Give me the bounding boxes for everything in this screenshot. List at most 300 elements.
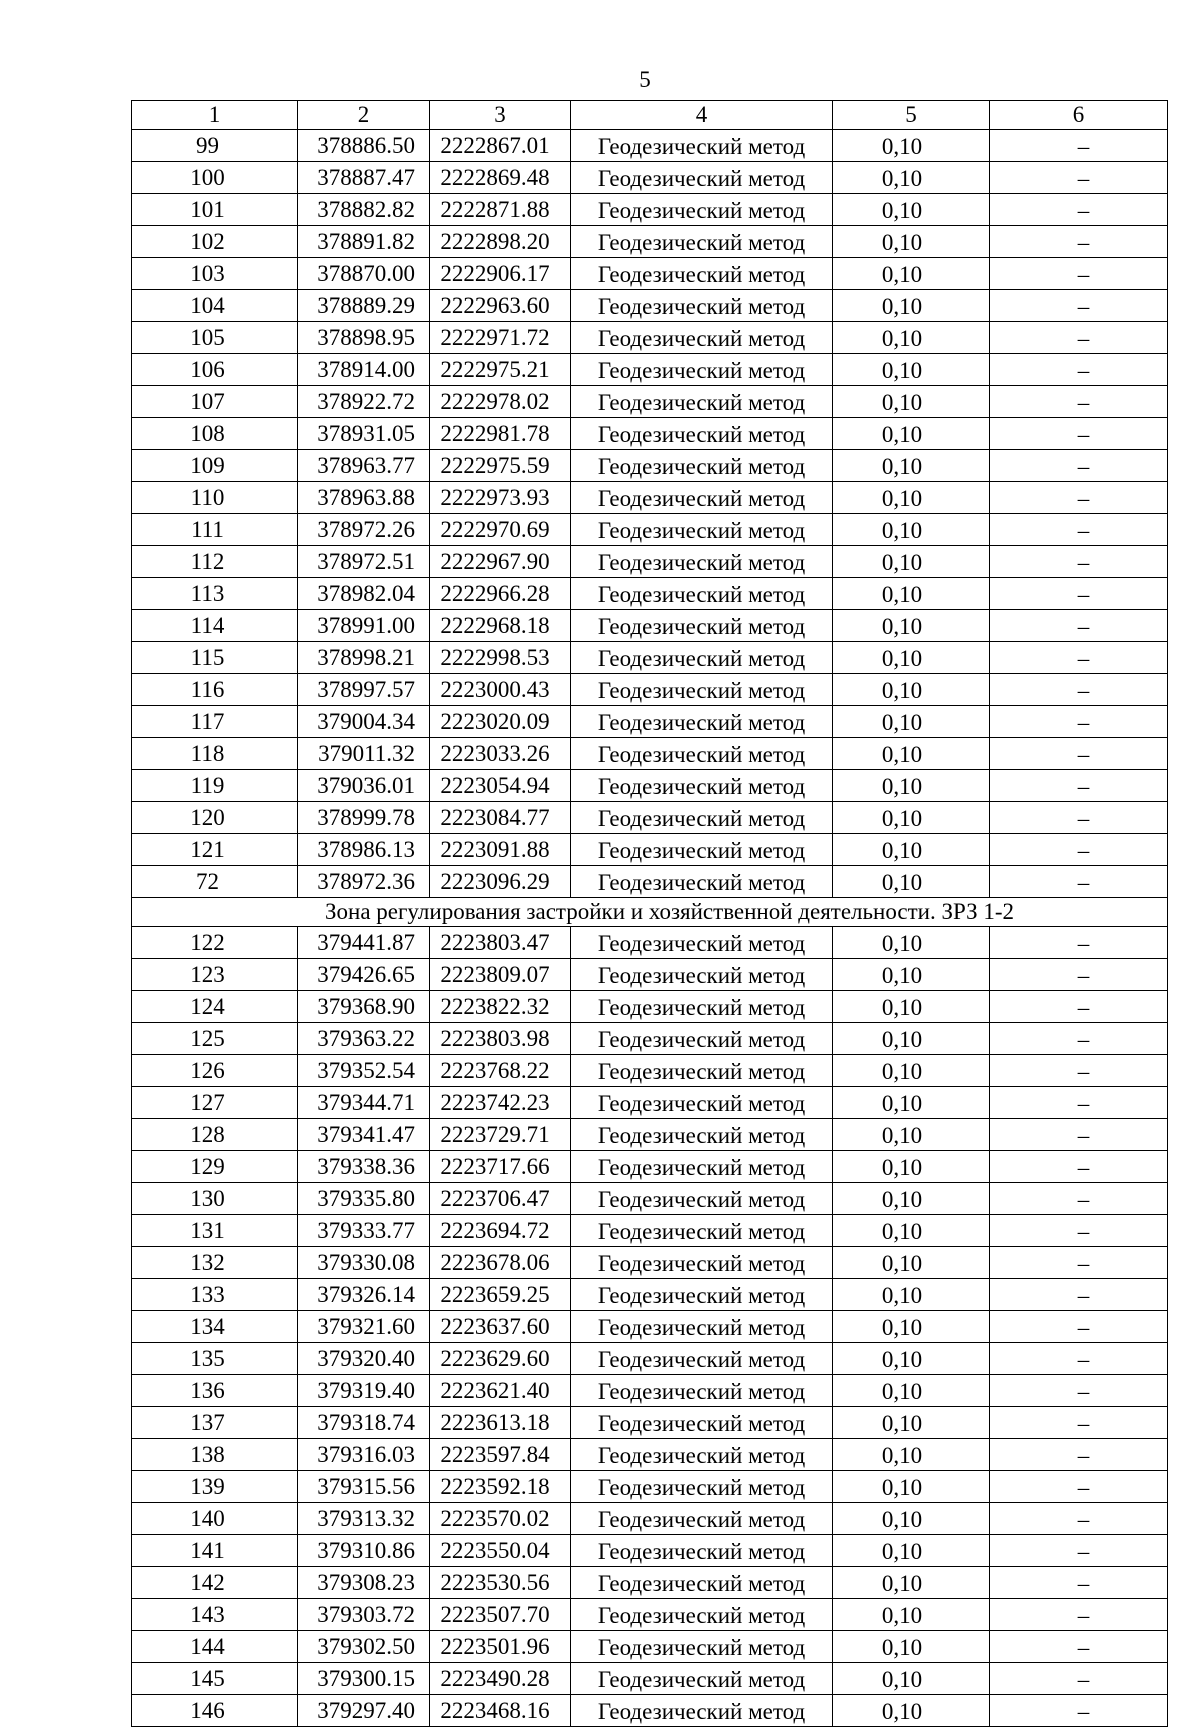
point-number-cell: 117 xyxy=(132,706,298,738)
note-cell: – xyxy=(990,1567,1168,1599)
y-coordinate-cell: 2222869.48 xyxy=(430,162,571,194)
point-number-cell: 139 xyxy=(132,1471,298,1503)
y-coordinate-cell: 2223054.94 xyxy=(430,770,571,802)
x-coordinate-cell: 379338.36 xyxy=(298,1151,430,1183)
point-number-cell: 131 xyxy=(132,1215,298,1247)
y-coordinate-cell: 2223597.84 xyxy=(430,1439,571,1471)
y-coordinate-cell: 2223033.26 xyxy=(430,738,571,770)
point-number-cell: 127 xyxy=(132,1087,298,1119)
y-coordinate-cell: 2223096.29 xyxy=(430,866,571,898)
determination-method-cell: Геодезический метод xyxy=(571,258,833,290)
table-row xyxy=(132,738,1168,770)
column-number-5: 5 xyxy=(833,101,990,130)
y-coordinate-cell: 2223550.04 xyxy=(430,1535,571,1567)
y-coordinate-cell: 2222906.17 xyxy=(430,258,571,290)
accuracy-value-cell: 0,10 xyxy=(833,322,990,354)
determination-method-cell: Геодезический метод xyxy=(571,514,833,546)
determination-method-cell: Геодезический метод xyxy=(571,1151,833,1183)
table-row xyxy=(132,1183,1168,1215)
y-coordinate-cell: 2222973.93 xyxy=(430,482,571,514)
x-coordinate-cell: 379302.50 xyxy=(298,1631,430,1663)
determination-method-cell: Геодезический метод xyxy=(571,1279,833,1311)
table-row xyxy=(132,1407,1168,1439)
point-number-cell: 72 xyxy=(132,866,298,898)
determination-method-cell: Геодезический метод xyxy=(571,927,833,959)
x-coordinate-cell: 379313.32 xyxy=(298,1503,430,1535)
accuracy-value-cell: 0,10 xyxy=(833,1663,990,1695)
table-row xyxy=(132,1439,1168,1471)
y-coordinate-cell: 2222871.88 xyxy=(430,194,571,226)
point-number-cell: 102 xyxy=(132,226,298,258)
determination-method-cell: Геодезический метод xyxy=(571,1023,833,1055)
point-number-cell: 133 xyxy=(132,1279,298,1311)
accuracy-value-cell: 0,10 xyxy=(833,450,990,482)
table-row xyxy=(132,1663,1168,1695)
x-coordinate-cell: 378991.00 xyxy=(298,610,430,642)
point-number-cell: 134 xyxy=(132,1311,298,1343)
determination-method-cell: Геодезический метод xyxy=(571,546,833,578)
point-number-cell: 142 xyxy=(132,1567,298,1599)
determination-method-cell: Геодезический метод xyxy=(571,674,833,706)
accuracy-value-cell: 0,10 xyxy=(833,770,990,802)
accuracy-value-cell: 0,10 xyxy=(833,514,990,546)
point-number-cell: 128 xyxy=(132,1119,298,1151)
note-cell: – xyxy=(990,1471,1168,1503)
x-coordinate-cell: 379310.86 xyxy=(298,1535,430,1567)
note-cell: – xyxy=(990,1663,1168,1695)
y-coordinate-cell: 2223468.16 xyxy=(430,1695,571,1727)
determination-method-cell: Геодезический метод xyxy=(571,194,833,226)
accuracy-value-cell: 0,10 xyxy=(833,802,990,834)
accuracy-value-cell: 0,10 xyxy=(833,959,990,991)
accuracy-value-cell: 0,10 xyxy=(833,706,990,738)
accuracy-value-cell: 0,10 xyxy=(833,1215,990,1247)
point-number-cell: 104 xyxy=(132,290,298,322)
x-coordinate-cell: 379352.54 xyxy=(298,1055,430,1087)
point-number-cell: 112 xyxy=(132,546,298,578)
note-cell: – xyxy=(990,290,1168,322)
table-row xyxy=(132,354,1168,386)
y-coordinate-cell: 2223803.98 xyxy=(430,1023,571,1055)
accuracy-value-cell: 0,10 xyxy=(833,834,990,866)
point-number-cell: 145 xyxy=(132,1663,298,1695)
y-coordinate-cell: 2223570.02 xyxy=(430,1503,571,1535)
y-coordinate-cell: 2222975.21 xyxy=(430,354,571,386)
determination-method-cell: Геодезический метод xyxy=(571,1471,833,1503)
note-cell: – xyxy=(990,322,1168,354)
y-coordinate-cell: 2222898.20 xyxy=(430,226,571,258)
y-coordinate-cell: 2222968.18 xyxy=(430,610,571,642)
point-number-cell: 109 xyxy=(132,450,298,482)
table-row xyxy=(132,770,1168,802)
note-cell: – xyxy=(990,1311,1168,1343)
determination-method-cell: Геодезический метод xyxy=(571,610,833,642)
note-cell: – xyxy=(990,578,1168,610)
y-coordinate-cell: 2223091.88 xyxy=(430,834,571,866)
y-coordinate-cell: 2223613.18 xyxy=(430,1407,571,1439)
determination-method-cell: Геодезический метод xyxy=(571,386,833,418)
note-cell: – xyxy=(990,1343,1168,1375)
determination-method-cell: Геодезический метод xyxy=(571,1503,833,1535)
coordinates-table xyxy=(131,100,1168,1727)
table-row xyxy=(132,1311,1168,1343)
determination-method-cell: Геодезический метод xyxy=(571,834,833,866)
point-number-cell: 106 xyxy=(132,354,298,386)
determination-method-cell: Геодезический метод xyxy=(571,290,833,322)
note-cell: – xyxy=(990,546,1168,578)
note-cell: – xyxy=(990,482,1168,514)
x-coordinate-cell: 378972.26 xyxy=(298,514,430,546)
x-coordinate-cell: 378887.47 xyxy=(298,162,430,194)
y-coordinate-cell: 2222981.78 xyxy=(430,418,571,450)
point-number-cell: 141 xyxy=(132,1535,298,1567)
determination-method-cell: Геодезический метод xyxy=(571,482,833,514)
table-row xyxy=(132,802,1168,834)
x-coordinate-cell: 378882.82 xyxy=(298,194,430,226)
x-coordinate-cell: 378997.57 xyxy=(298,674,430,706)
note-cell: – xyxy=(990,1375,1168,1407)
table-row xyxy=(132,1599,1168,1631)
coordinates-table-body xyxy=(132,101,1168,1727)
note-cell: – xyxy=(990,1087,1168,1119)
table-row xyxy=(132,226,1168,258)
determination-method-cell: Геодезический метод xyxy=(571,418,833,450)
table-row xyxy=(132,991,1168,1023)
determination-method-cell: Геодезический метод xyxy=(571,1631,833,1663)
x-coordinate-cell: 379321.60 xyxy=(298,1311,430,1343)
note-cell: – xyxy=(990,1151,1168,1183)
x-coordinate-cell: 379368.90 xyxy=(298,991,430,1023)
y-coordinate-cell: 2223507.70 xyxy=(430,1599,571,1631)
table-row xyxy=(132,386,1168,418)
x-coordinate-cell: 379308.23 xyxy=(298,1567,430,1599)
accuracy-value-cell: 0,10 xyxy=(833,1695,990,1727)
y-coordinate-cell: 2222971.72 xyxy=(430,322,571,354)
table-row xyxy=(132,194,1168,226)
x-coordinate-cell: 378889.29 xyxy=(298,290,430,322)
x-coordinate-cell: 378870.00 xyxy=(298,258,430,290)
note-cell: – xyxy=(990,1631,1168,1663)
accuracy-value-cell: 0,10 xyxy=(833,1183,990,1215)
y-coordinate-cell: 2222970.69 xyxy=(430,514,571,546)
determination-method-cell: Геодезический метод xyxy=(571,1599,833,1631)
note-cell: – xyxy=(990,959,1168,991)
table-row xyxy=(132,546,1168,578)
table-row xyxy=(132,1375,1168,1407)
x-coordinate-cell: 379330.08 xyxy=(298,1247,430,1279)
x-coordinate-cell: 379341.47 xyxy=(298,1119,430,1151)
point-number-cell: 100 xyxy=(132,162,298,194)
y-coordinate-cell: 2222998.53 xyxy=(430,642,571,674)
y-coordinate-cell: 2223768.22 xyxy=(430,1055,571,1087)
table-row xyxy=(132,866,1168,898)
note-cell: – xyxy=(990,866,1168,898)
point-number-cell: 114 xyxy=(132,610,298,642)
y-coordinate-cell: 2223501.96 xyxy=(430,1631,571,1663)
accuracy-value-cell: 0,10 xyxy=(833,927,990,959)
accuracy-value-cell: 0,10 xyxy=(833,1119,990,1151)
y-coordinate-cell: 2223717.66 xyxy=(430,1151,571,1183)
accuracy-value-cell: 0,10 xyxy=(833,1151,990,1183)
accuracy-value-cell: 0,10 xyxy=(833,642,990,674)
note-cell: – xyxy=(990,1599,1168,1631)
accuracy-value-cell: 0,10 xyxy=(833,866,990,898)
point-number-cell: 110 xyxy=(132,482,298,514)
accuracy-value-cell: 0,10 xyxy=(833,1407,990,1439)
accuracy-value-cell: 0,10 xyxy=(833,1535,990,1567)
determination-method-cell: Геодезический метод xyxy=(571,738,833,770)
determination-method-cell: Геодезический метод xyxy=(571,1567,833,1599)
point-number-cell: 111 xyxy=(132,514,298,546)
table-row xyxy=(132,674,1168,706)
y-coordinate-cell: 2223490.28 xyxy=(430,1663,571,1695)
point-number-cell: 140 xyxy=(132,1503,298,1535)
note-cell: – xyxy=(990,802,1168,834)
point-number-cell: 125 xyxy=(132,1023,298,1055)
note-cell: – xyxy=(990,991,1168,1023)
x-coordinate-cell: 378914.00 xyxy=(298,354,430,386)
x-coordinate-cell: 379335.80 xyxy=(298,1183,430,1215)
point-number-cell: 137 xyxy=(132,1407,298,1439)
note-cell: – xyxy=(990,770,1168,802)
table-row xyxy=(132,959,1168,991)
point-number-cell: 101 xyxy=(132,194,298,226)
point-number-cell: 138 xyxy=(132,1439,298,1471)
column-number-4: 4 xyxy=(571,101,833,130)
note-cell: – xyxy=(990,162,1168,194)
x-coordinate-cell: 379303.72 xyxy=(298,1599,430,1631)
determination-method-cell: Геодезический метод xyxy=(571,1695,833,1727)
note-cell: – xyxy=(990,1439,1168,1471)
y-coordinate-cell: 2222963.60 xyxy=(430,290,571,322)
x-coordinate-cell: 379363.22 xyxy=(298,1023,430,1055)
y-coordinate-cell: 2223742.23 xyxy=(430,1087,571,1119)
y-coordinate-cell: 2223809.07 xyxy=(430,959,571,991)
note-cell: – xyxy=(990,1119,1168,1151)
table-row xyxy=(132,642,1168,674)
x-coordinate-cell: 378999.78 xyxy=(298,802,430,834)
point-number-cell: 144 xyxy=(132,1631,298,1663)
accuracy-value-cell: 0,10 xyxy=(833,258,990,290)
table-row xyxy=(132,1215,1168,1247)
note-cell: – xyxy=(990,1247,1168,1279)
x-coordinate-cell: 379320.40 xyxy=(298,1343,430,1375)
table-row xyxy=(132,1279,1168,1311)
table-row xyxy=(132,706,1168,738)
table-row xyxy=(132,1087,1168,1119)
determination-method-cell: Геодезический метод xyxy=(571,642,833,674)
determination-method-cell: Геодезический метод xyxy=(571,226,833,258)
accuracy-value-cell: 0,10 xyxy=(833,386,990,418)
determination-method-cell: Геодезический метод xyxy=(571,802,833,834)
x-coordinate-cell: 379004.34 xyxy=(298,706,430,738)
x-coordinate-cell: 379300.15 xyxy=(298,1663,430,1695)
note-cell: – xyxy=(990,706,1168,738)
determination-method-cell: Геодезический метод xyxy=(571,991,833,1023)
note-cell: – xyxy=(990,1055,1168,1087)
point-number-cell: 115 xyxy=(132,642,298,674)
note-cell: – xyxy=(990,194,1168,226)
x-coordinate-cell: 379315.56 xyxy=(298,1471,430,1503)
y-coordinate-cell: 2223678.06 xyxy=(430,1247,571,1279)
note-cell: – xyxy=(990,1023,1168,1055)
determination-method-cell: Геодезический метод xyxy=(571,770,833,802)
determination-method-cell: Геодезический метод xyxy=(571,130,833,162)
point-number-cell: 123 xyxy=(132,959,298,991)
section-title: Зона регулирования застройки и хозяйственной деятельности. ЗРЗ 1-2 xyxy=(132,898,1168,927)
column-number-6: 6 xyxy=(990,101,1168,130)
x-coordinate-cell: 379326.14 xyxy=(298,1279,430,1311)
point-number-cell: 113 xyxy=(132,578,298,610)
x-coordinate-cell: 378986.13 xyxy=(298,834,430,866)
point-number-cell: 143 xyxy=(132,1599,298,1631)
determination-method-cell: Геодезический метод xyxy=(571,354,833,386)
note-cell: – xyxy=(990,130,1168,162)
y-coordinate-cell: 2223592.18 xyxy=(430,1471,571,1503)
determination-method-cell: Геодезический метод xyxy=(571,1215,833,1247)
table-row xyxy=(132,418,1168,450)
accuracy-value-cell: 0,10 xyxy=(833,1087,990,1119)
point-number-cell: 108 xyxy=(132,418,298,450)
note-cell: – xyxy=(990,738,1168,770)
y-coordinate-cell: 2223530.56 xyxy=(430,1567,571,1599)
x-coordinate-cell: 378922.72 xyxy=(298,386,430,418)
table-row xyxy=(132,1247,1168,1279)
table-row xyxy=(132,514,1168,546)
table-row xyxy=(132,162,1168,194)
table-row xyxy=(132,1631,1168,1663)
point-number-cell: 118 xyxy=(132,738,298,770)
point-number-cell: 124 xyxy=(132,991,298,1023)
y-coordinate-cell: 2223706.47 xyxy=(430,1183,571,1215)
table-row xyxy=(132,450,1168,482)
accuracy-value-cell: 0,10 xyxy=(833,1567,990,1599)
y-coordinate-cell: 2222975.59 xyxy=(430,450,571,482)
table-row xyxy=(132,290,1168,322)
x-coordinate-cell: 379318.74 xyxy=(298,1407,430,1439)
accuracy-value-cell: 0,10 xyxy=(833,1631,990,1663)
note-cell: – xyxy=(990,258,1168,290)
note-cell: – xyxy=(990,1183,1168,1215)
accuracy-value-cell: 0,10 xyxy=(833,738,990,770)
x-coordinate-cell: 379316.03 xyxy=(298,1439,430,1471)
point-number-cell: 129 xyxy=(132,1151,298,1183)
table-row xyxy=(132,1567,1168,1599)
note-cell: – xyxy=(990,1535,1168,1567)
note-cell: – xyxy=(990,450,1168,482)
point-number-cell: 132 xyxy=(132,1247,298,1279)
point-number-cell: 130 xyxy=(132,1183,298,1215)
accuracy-value-cell: 0,10 xyxy=(833,1343,990,1375)
y-coordinate-cell: 2223803.47 xyxy=(430,927,571,959)
determination-method-cell: Геодезический метод xyxy=(571,578,833,610)
x-coordinate-cell: 378963.77 xyxy=(298,450,430,482)
determination-method-cell: Геодезический метод xyxy=(571,1407,833,1439)
table-row xyxy=(132,834,1168,866)
table-row xyxy=(132,258,1168,290)
accuracy-value-cell: 0,10 xyxy=(833,226,990,258)
note-cell: – xyxy=(990,354,1168,386)
y-coordinate-cell: 2223621.40 xyxy=(430,1375,571,1407)
accuracy-value-cell: 0,10 xyxy=(833,1311,990,1343)
page-number: 5 xyxy=(639,67,651,92)
determination-method-cell: Геодезический метод xyxy=(571,1311,833,1343)
y-coordinate-cell: 2223729.71 xyxy=(430,1119,571,1151)
determination-method-cell: Геодезический метод xyxy=(571,322,833,354)
y-coordinate-cell: 2223694.72 xyxy=(430,1215,571,1247)
determination-method-cell: Геодезический метод xyxy=(571,1663,833,1695)
accuracy-value-cell: 0,10 xyxy=(833,1599,990,1631)
determination-method-cell: Геодезический метод xyxy=(571,1439,833,1471)
table-row xyxy=(132,1535,1168,1567)
table-row xyxy=(132,1343,1168,1375)
accuracy-value-cell: 0,10 xyxy=(833,674,990,706)
point-number-cell: 135 xyxy=(132,1343,298,1375)
determination-method-cell: Геодезический метод xyxy=(571,1055,833,1087)
determination-method-cell: Геодезический метод xyxy=(571,1183,833,1215)
note-cell: – xyxy=(990,1503,1168,1535)
note-cell: – xyxy=(990,1215,1168,1247)
note-cell: – xyxy=(990,514,1168,546)
x-coordinate-cell: 378963.88 xyxy=(298,482,430,514)
note-cell: – xyxy=(990,1695,1168,1727)
accuracy-value-cell: 0,10 xyxy=(833,1375,990,1407)
accuracy-value-cell: 0,10 xyxy=(833,1279,990,1311)
point-number-cell: 146 xyxy=(132,1695,298,1727)
accuracy-value-cell: 0,10 xyxy=(833,482,990,514)
x-coordinate-cell: 379036.01 xyxy=(298,770,430,802)
x-coordinate-cell: 379333.77 xyxy=(298,1215,430,1247)
x-coordinate-cell: 379344.71 xyxy=(298,1087,430,1119)
determination-method-cell: Геодезический метод xyxy=(571,1247,833,1279)
point-number-cell: 126 xyxy=(132,1055,298,1087)
accuracy-value-cell: 0,10 xyxy=(833,1503,990,1535)
accuracy-value-cell: 0,10 xyxy=(833,1023,990,1055)
y-coordinate-cell: 2223084.77 xyxy=(430,802,571,834)
x-coordinate-cell: 378891.82 xyxy=(298,226,430,258)
table-row xyxy=(132,610,1168,642)
y-coordinate-cell: 2223000.43 xyxy=(430,674,571,706)
determination-method-cell: Геодезический метод xyxy=(571,1087,833,1119)
x-coordinate-cell: 379426.65 xyxy=(298,959,430,991)
accuracy-value-cell: 0,10 xyxy=(833,991,990,1023)
y-coordinate-cell: 2222966.28 xyxy=(430,578,571,610)
x-coordinate-cell: 378886.50 xyxy=(298,130,430,162)
x-coordinate-cell: 378931.05 xyxy=(298,418,430,450)
note-cell: – xyxy=(990,418,1168,450)
accuracy-value-cell: 0,10 xyxy=(833,194,990,226)
note-cell: – xyxy=(990,610,1168,642)
note-cell: – xyxy=(990,1407,1168,1439)
point-number-cell: 121 xyxy=(132,834,298,866)
table-row xyxy=(132,322,1168,354)
table-row xyxy=(132,1119,1168,1151)
point-number-cell: 122 xyxy=(132,927,298,959)
table-row xyxy=(132,130,1168,162)
note-cell: – xyxy=(990,386,1168,418)
accuracy-value-cell: 0,10 xyxy=(833,610,990,642)
note-cell: – xyxy=(990,226,1168,258)
x-coordinate-cell: 379011.32 xyxy=(298,738,430,770)
accuracy-value-cell: 0,10 xyxy=(833,1471,990,1503)
table-row xyxy=(132,1023,1168,1055)
point-number-cell: 103 xyxy=(132,258,298,290)
table-row xyxy=(132,482,1168,514)
determination-method-cell: Геодезический метод xyxy=(571,450,833,482)
accuracy-value-cell: 0,10 xyxy=(833,1055,990,1087)
point-number-cell: 120 xyxy=(132,802,298,834)
note-cell: – xyxy=(990,642,1168,674)
